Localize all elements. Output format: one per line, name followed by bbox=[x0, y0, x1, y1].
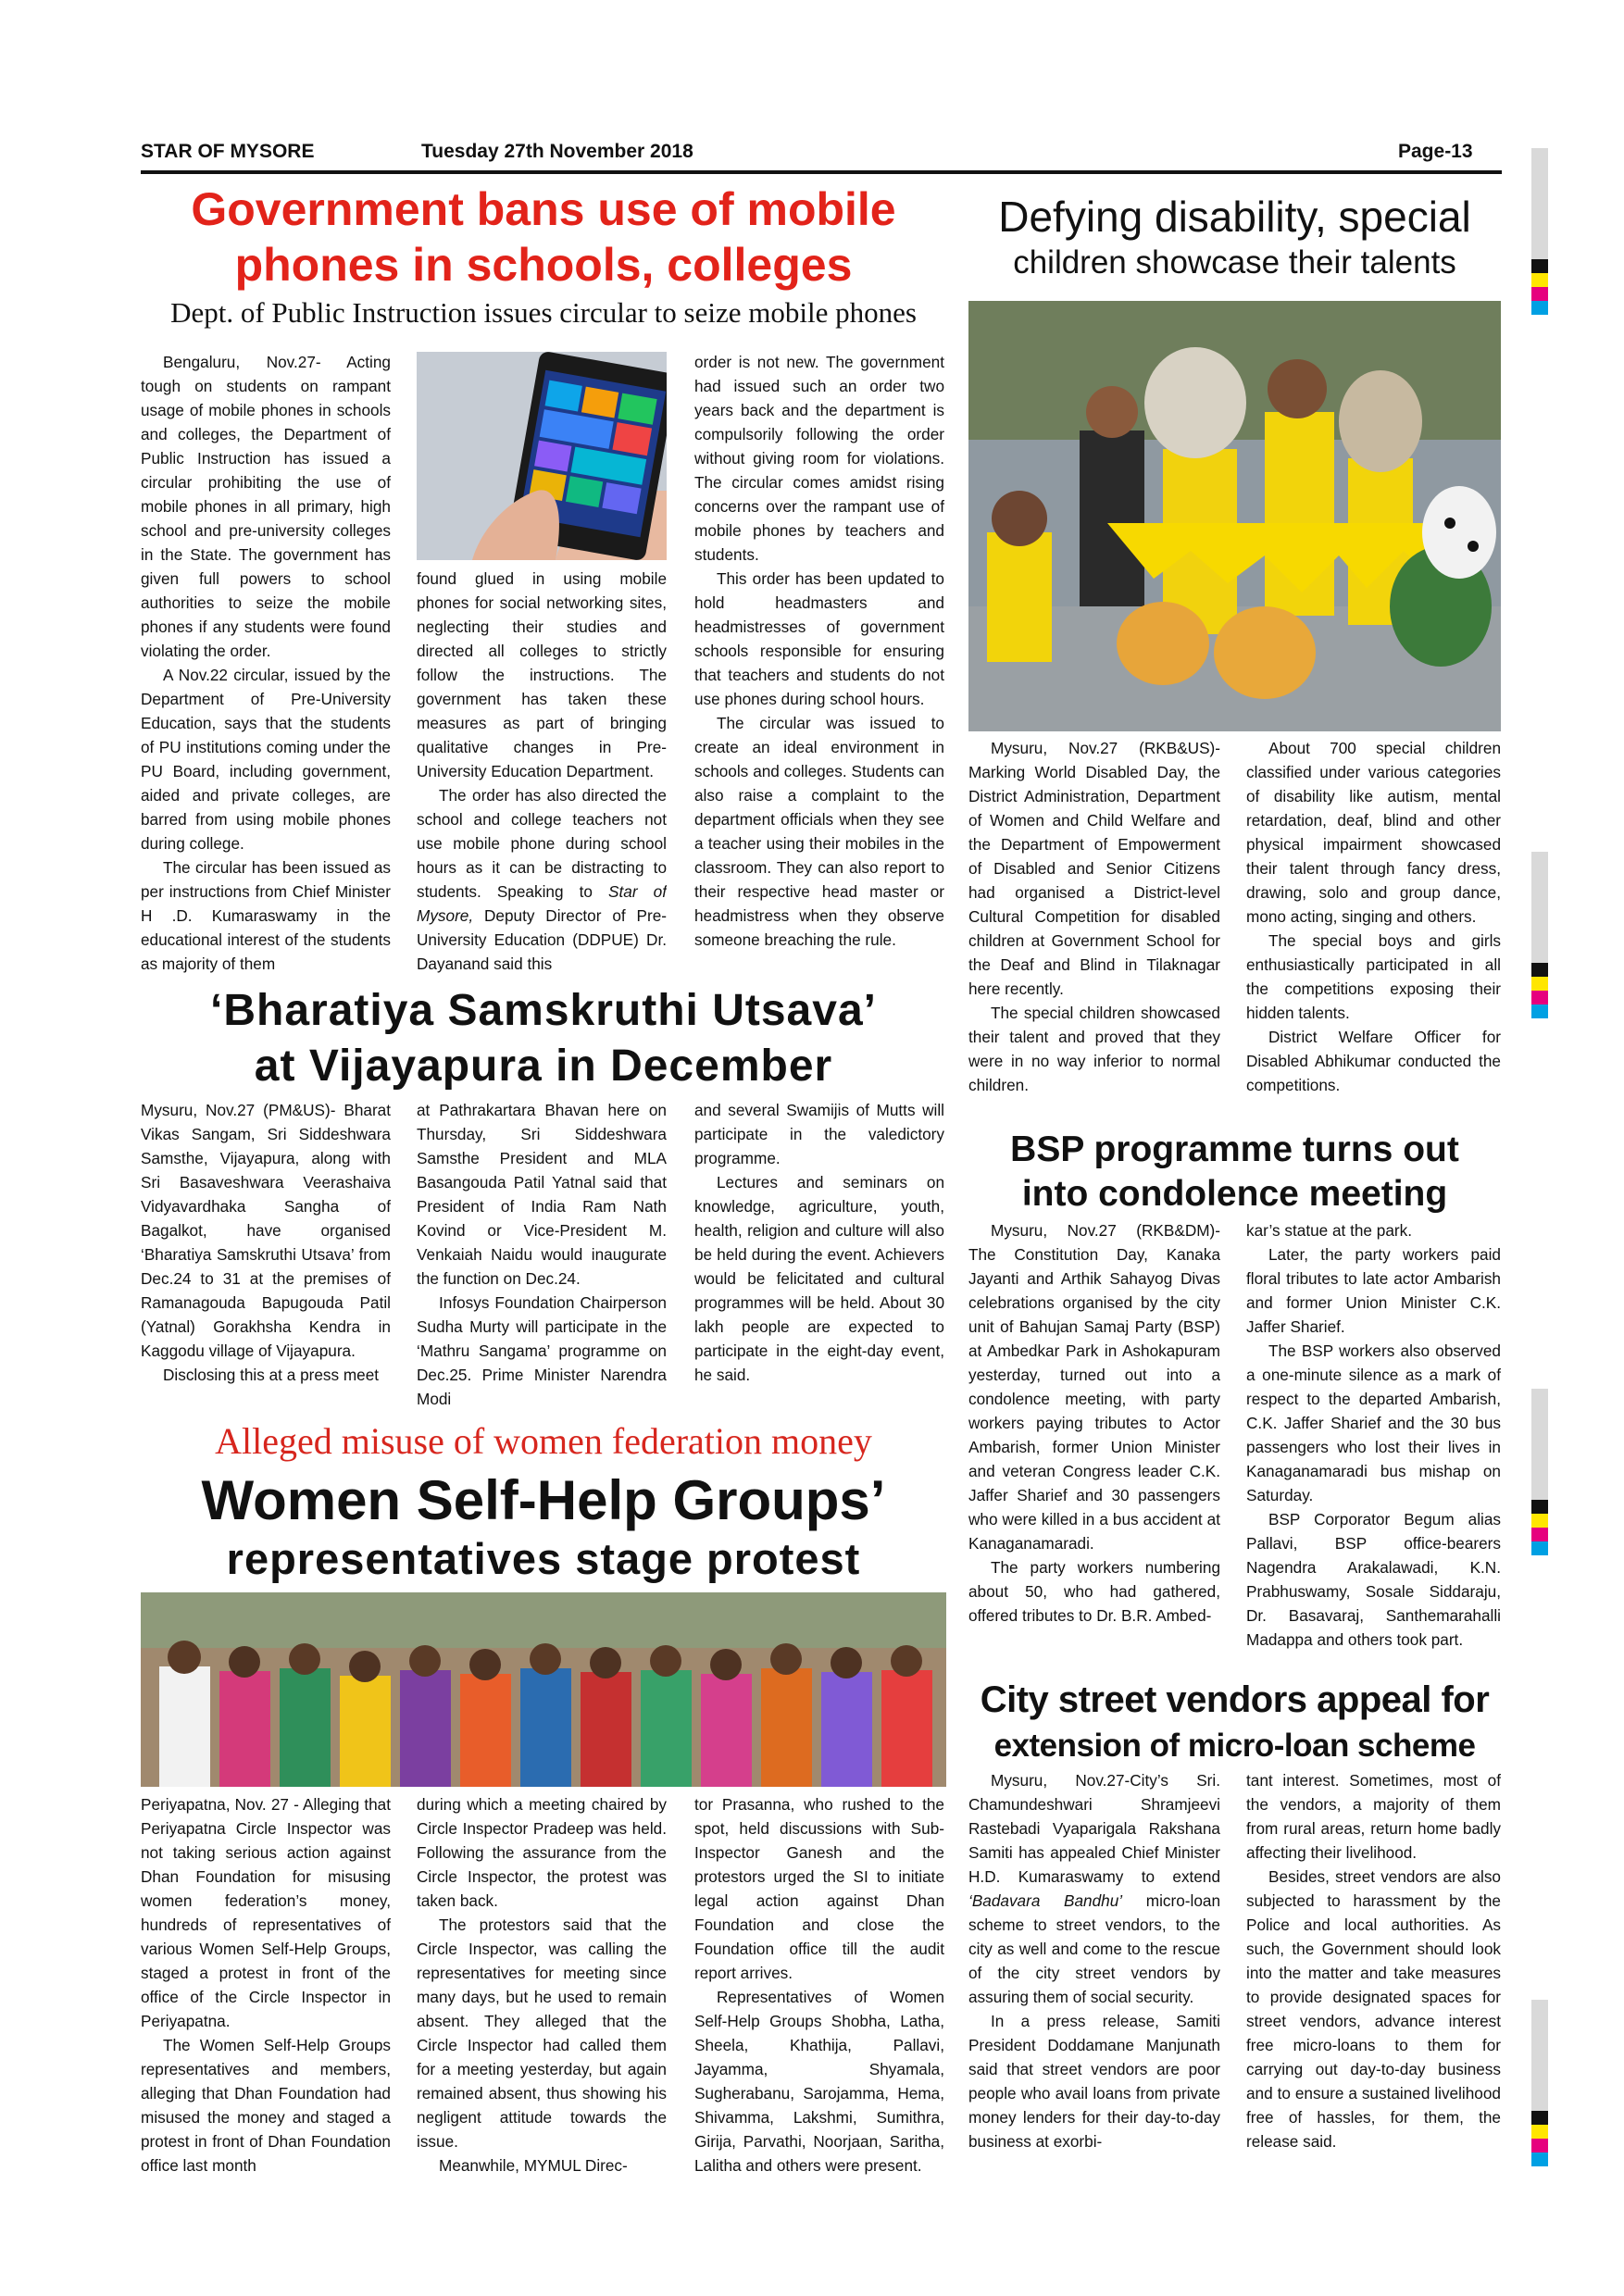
story1-text: Deputy Director of Pre-University Education (DDPUE) Dr. Dayanand said this bbox=[417, 906, 667, 973]
registration-bar-bottom bbox=[1531, 2000, 1548, 2176]
story6-headline bbox=[968, 1676, 1501, 1768]
story6-column-1 bbox=[968, 1768, 1220, 2203]
story3-column-1 bbox=[141, 1098, 391, 1413]
story6-paragraph: Besides, street vendors are also subjected to harassment by the Police and local authorities. As such, the Government should look into the matter and take measures to provide designated spaces for street vendors, advance interest free micro-loans to them for carrying out day-to-day business and to ensure a sustained livelihood free of hassles, for them, the release said. bbox=[1246, 1867, 1501, 2151]
story3-paragraph: Infosys Foundation Chairperson Sudha Murty will participate in the ‘Mathru Sangama’ programme on Dec.25. Prime Minister Narendra Modi bbox=[417, 1293, 667, 1408]
story5-column-2 bbox=[417, 1792, 667, 2200]
issue-date: Tuesday 27th November 2018 bbox=[421, 141, 693, 162]
special-children-photo bbox=[968, 301, 1501, 731]
story4-paragraph: kar’s statue at the park. bbox=[1246, 1221, 1412, 1240]
story2-headline-line1: Defying disability, special bbox=[998, 193, 1471, 241]
story5-kicker: Alleged misuse of women federation money bbox=[215, 1420, 872, 1462]
story2-column-2 bbox=[1246, 736, 1501, 1125]
story1-headline bbox=[141, 181, 946, 293]
story2-paragraph: About 700 special children classified under various categories of disability like autism, mental retardation, deaf, blind and other physical impairment showcased their talent through fancy dress, drawing, solo and group dance, mono acting, singing and others. bbox=[1246, 739, 1501, 926]
story4-paragraph: Mysuru, Nov.27 (RKB&DM)- The Constitution Day, Kanaka Jayanti and Arthik Sahayog Divas celebrations organised by the city unit of Bahujan Samaj Party (BSP) at Ambedkar Park in Ashokapuram yesterday, turned out into a condolence meeting, with party workers paying tributes to Actor Ambarish, former Union Minister and veteran Congress leader C.K. Jaffer Sharief and 30 passengers who were killed in a bus accident at Kanaganamaradi. bbox=[968, 1221, 1220, 1553]
story5-paragraph: Periyapatna, Nov. 27 - Alleging that Periyapatna Circle Inspector was not taking serious action against Dhan Foundation for misusing women federation’s money, hundreds of representatives of various Women Self-Help Groups, staged a protest in front of the office of the Circle Inspector in Periyapatna. bbox=[141, 1795, 391, 2030]
story3-column-2 bbox=[417, 1098, 667, 1413]
story6-headline-line1: City street vendors appeal for bbox=[980, 1679, 1490, 1720]
story5-headline-line1: Women Self-Help Groups’ bbox=[201, 1469, 886, 1531]
story2-headline bbox=[968, 191, 1501, 283]
story5-column-1 bbox=[141, 1792, 391, 2200]
story5-paragraph: tor Prasanna, who rushed to the spot, held discussions with Sub-Inspector Ganesh and the protestors urged the SI to initiate legal action against Dhan Foundation and close the Foundation office till the audit report arrives. bbox=[694, 1795, 944, 1982]
story1-paragraph: The circular was issued to create an ideal environment in schools and colleges. Students can also raise a complaint to the department officials when they see a teacher using their mobiles in the classroom. They can also report to their respective head master or headmistress when they observe someone breaching the rule. bbox=[694, 714, 944, 949]
protest-photo bbox=[141, 1592, 946, 1787]
story1-italic-text: Star of Mysore, bbox=[417, 882, 667, 925]
story5-paragraph: The protestors said that the Circle Inspector, was calling the representatives for meeting since many days, but he used to remain absent. They alleged that the Circle Inspector had called them for a meeting yesterday, but again remained absent, thus showing his negligent attitude towards the issue. bbox=[417, 1915, 667, 2151]
story1-deck: Dept. of Public Instruction issues circular to seize mobile phones bbox=[170, 296, 917, 329]
story5-paragraph: Meanwhile, MYMUL Direc- bbox=[439, 2156, 628, 2175]
story1-paragraph: A Nov.22 circular, issued by the Department of Pre-University Education, says that the students of PU institutions coming under the PU Board, including government, aided and private colleges, are barred from using mobile phones during college. bbox=[141, 666, 391, 853]
scheme-name: ‘Badavara Bandhu’ bbox=[968, 1891, 1123, 1910]
page-number: Page-13 bbox=[1398, 141, 1473, 162]
story3-headline bbox=[141, 983, 946, 1094]
story3-column-3 bbox=[694, 1098, 944, 1413]
story2-paragraph: The special boys and girls enthusiastically participated in all the competitions exposing their hidden talents. bbox=[1246, 931, 1501, 1022]
story5-paragraph: The Women Self-Help Groups representatives and members, alleging that Dhan Foundation had misused the money and staged a protest in front of Dhan Foundation office last month bbox=[141, 2036, 391, 2175]
story6-text: micro-loan scheme to street vendors, to the city as well and come to the rescue of the city street vendors by assuring them of social security. bbox=[968, 1891, 1220, 2006]
registration-bar-middle-1 bbox=[1531, 852, 1548, 1028]
story1-headline-line1: Government bans use of mobile bbox=[191, 183, 896, 235]
children-costume-image bbox=[968, 301, 1501, 731]
story2-paragraph: The special children showcased their talent and proved that they were in no way inferior to normal children. bbox=[968, 1004, 1220, 1094]
story3-paragraph: and several Swamijis of Mutts will participate in the valedictory programme. bbox=[694, 1101, 944, 1167]
story6-text: Mysuru, Nov.27-City’s Sri. Chamundeshwari Shramjeevi Rastebadi Vyaparigala Rakshana Samiti has appealed Chief Minister H.D. Kumaraswamy to extend bbox=[968, 1771, 1220, 1886]
story1-paragraph: The circular has been issued as per instructions from Chief Minister H .D. Kumaraswamy in the educational interest of the students as majority of them bbox=[141, 858, 391, 973]
story2-headline-line2: children showcase their talents bbox=[1013, 244, 1456, 281]
story3-paragraph: at Pathrakartara Bhavan here on Thursday, Sri Siddeshwara Samsthe President and MLA Basangouda Patil Yatnal said that President of India Ram Nath Kovind or Vice-President M. Venkaiah Naidu would inaugurate the function on Dec.24. bbox=[417, 1101, 667, 1288]
story1-text: The order has also directed the school and college teachers not use mobile phone during school hours as it can be distracting to students. Speaking to bbox=[417, 786, 667, 901]
story1-headline-line2: phones in schools, colleges bbox=[234, 239, 853, 291]
story1-column-1 bbox=[141, 350, 391, 980]
story4-column-1 bbox=[968, 1218, 1220, 1653]
story1-column-3 bbox=[694, 350, 944, 980]
story3-paragraph: Mysuru, Nov.27 (PM&US)- Bharat Vikas Sangam, Sri Siddeshwara Samsthe, Vijayapura, along with Sri Basaveshwara Veerashaiva Vidyavardhaka Sangha of Bagalkot, have organised ‘Bharatiya Samskruthi Utsava’ from Dec.24 to 31 at the premises of Ramanagouda Bapugouda Patil (Yatnal) Gorakhsha Kendra in Kaggodu village of Vijayapura. bbox=[141, 1101, 391, 1360]
story4-headline-line1: BSP programme turns out bbox=[1010, 1129, 1459, 1169]
story4-paragraph: Later, the party workers paid floral tributes to late actor Ambarish and former Union Minister C.K. Jaffer Sharief. bbox=[1246, 1245, 1501, 1336]
header-rule bbox=[141, 170, 1502, 174]
paper-name: STAR OF MYSORE bbox=[141, 141, 315, 162]
story4-paragraph: The BSP workers also observed a one-minute silence as a mark of respect to the departed Ambarish, C.K. Jaffer Sharief and the 30 bus passengers who lost their lives in Kanaganamaradi bus mishap on Saturday. bbox=[1246, 1341, 1501, 1504]
story5-paragraph: during which a meeting chaired by Circle Inspector Pradeep was held. Following the assurance from the Circle Inspector, the protest was taken back. bbox=[417, 1795, 667, 1910]
story6-paragraph: In a press release, Samiti President Doddamane Manjunath said that street vendors are poor people who avail loans from private money lenders for their day-to-day business at exorbi- bbox=[968, 2012, 1220, 2151]
story4-headline-line2: into condolence meeting bbox=[1021, 1174, 1448, 1214]
story1-paragraph: found glued in using mobile phones for social networking sites, neglecting their studies and directed all colleges to strictly follow the instructions. The government has taken these measures as part of bringing qualitative changes in Pre-University Education Department. bbox=[417, 569, 667, 780]
story1-column-2 bbox=[417, 567, 667, 980]
phone-in-hand-image bbox=[417, 352, 667, 560]
story4-headline bbox=[968, 1128, 1501, 1217]
story3-paragraph: Lectures and seminars on knowledge, agriculture, youth, health, religion and culture will also be held during the event. Achievers would be felicitated and cultural programmes will be held. About 30 lakh people are expected to participate in the eight-day event, he said. bbox=[694, 1173, 944, 1384]
story5-headline-line2: representatives stage protest bbox=[226, 1534, 861, 1583]
story2-column-1 bbox=[968, 736, 1220, 1125]
story3-headline-line1: ‘Bharatiya Samskruthi Utsava’ bbox=[210, 986, 877, 1035]
story4-paragraph: The party workers numbering about 50, who had gathered, offered tributes to Dr. B.R. Ambed- bbox=[968, 1558, 1220, 1625]
story2-paragraph: District Welfare Officer for Disabled Abhikumar conducted the competitions. bbox=[1246, 1028, 1501, 1094]
story1-paragraph: order is not new. The government had issued such an order two years back and the department is compulsorily following the order without giving room for violations. The circular comes amidst rising concerns over the rampant use of mobile phones by teachers and students. bbox=[694, 353, 944, 564]
story3-paragraph: Disclosing this at a press meet bbox=[163, 1366, 380, 1384]
story4-paragraph: BSP Corporator Begum alias Pallavi, BSP office-bearers Nagendra Arakalawadi, K.N. Prabhuswamy, Sosale Siddaraju, Dr. Basavaraj, Santhemarahalli Madappa and others took part. bbox=[1246, 1510, 1501, 1649]
story5-paragraph: Representatives of Women Self-Help Groups Shobha, Latha, Sheela, Khathija, Pallavi, Jayamma, Shyamala, Sugherabanu, Sarojamma, Hema, Shivamma, Lakshmi, Sumithra, Girija, Parvathi, Noorjaan, Saritha, Lalitha and others were present. bbox=[694, 1988, 944, 2175]
registration-bar-middle-2 bbox=[1531, 1389, 1548, 1565]
registration-bar-top bbox=[1531, 148, 1548, 315]
story4-column-2 bbox=[1246, 1218, 1501, 1653]
story2-paragraph: Mysuru, Nov.27 (RKB&US)- Marking World Disabled Day, the District Administration, Department of Women and Child Welfare and the Department of Empowerment of Disabled and Senior Citizens had organised a District-level Cultural Competition for disabled children at Government School for the Deaf and Blind in Tilaknagar here recently. bbox=[968, 739, 1220, 998]
story1-paragraph: This order has been updated to hold headmasters and headmistresses of government schools responsible for ensuring that teachers and students do not use phones during school hours. bbox=[694, 569, 944, 708]
story1-paragraph bbox=[417, 783, 667, 976]
story6-paragraph: tant interest. Sometimes, most of the vendors, a majority of them from rural areas, return home badly affecting their livelihood. bbox=[1246, 1771, 1501, 1862]
story5-column-3 bbox=[694, 1792, 944, 2200]
story6-headline-line2: extension of micro-loan scheme bbox=[993, 1728, 1476, 1764]
women-protest-image bbox=[141, 1592, 946, 1787]
story6-column-2 bbox=[1246, 1768, 1501, 2203]
story1-paragraph: Bengaluru, Nov.27- Acting tough on students on rampant usage of mobile phones in schools and colleges, the Department of Public Instruction has issued a circular prohibiting the use of mobile phones in all primary, high school and pre-university colleges in the State. The government has given full powers to school authorities to seize the mobile phones if any students were found violating the order. bbox=[141, 353, 391, 660]
story6-paragraph bbox=[968, 1768, 1220, 2009]
phone-photo bbox=[417, 352, 667, 560]
story3-headline-line2: at Vijayapura in December bbox=[254, 1042, 833, 1091]
